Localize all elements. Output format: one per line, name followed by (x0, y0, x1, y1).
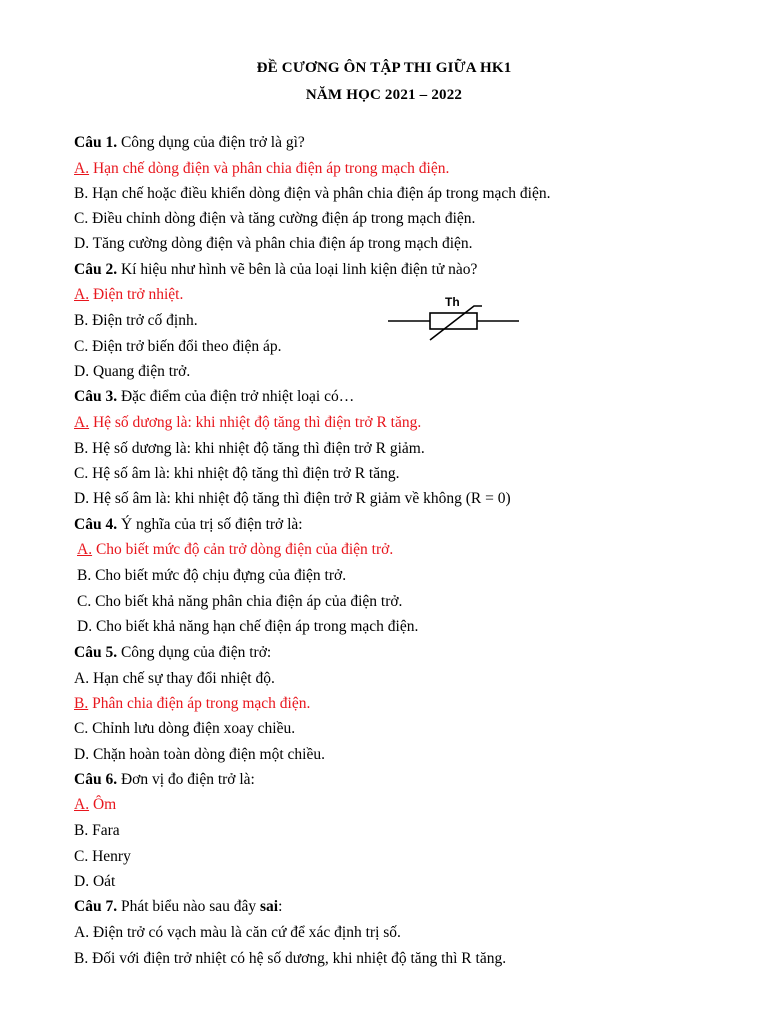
option-4a (77, 541, 393, 559)
document-title: ĐỀ CƯƠNG ÔN TẬP THI GIỮA HK1 (256, 60, 512, 76)
question-text: Ý nghĩa của trị số điện trở là: (117, 516, 303, 533)
option-2c (74, 338, 282, 356)
option-text: Điện trở có vạch màu là căn cứ để xác định trị số. (89, 924, 401, 941)
option-letter: C. (74, 465, 89, 482)
question-3 (74, 388, 354, 406)
option-letter: A. (74, 414, 90, 431)
option-letter: B. (74, 822, 89, 839)
option-letter: D. (74, 873, 90, 890)
option-5c (74, 720, 295, 738)
option-letter: B. (77, 567, 92, 584)
question-6 (74, 771, 255, 789)
question-2 (74, 261, 477, 279)
option-letter: A. (74, 924, 90, 941)
option-7a (74, 924, 401, 942)
option-text: Hệ số âm là: khi nhiệt độ tăng thì điện trở R giảm về không (R = 0) (89, 490, 511, 507)
option-6a (74, 796, 116, 814)
option-1c (74, 210, 475, 228)
option-text: Fara (88, 822, 120, 839)
option-6b (74, 822, 120, 840)
document-subtitle: NĂM HỌC 2021 – 2022 (305, 87, 463, 103)
question-text: Công dụng của điện trở là gì? (117, 134, 305, 151)
option-6c (74, 848, 131, 866)
option-text: Hệ số âm là: khi nhiệt độ tăng thì điện trở R tăng. (88, 465, 400, 482)
question-label: Câu 1. (74, 134, 118, 151)
question-label: Câu 2. (74, 261, 118, 278)
option-text: Chỉnh lưu dòng điện xoay chiều. (88, 720, 296, 737)
option-text: Chặn hoàn toàn dòng điện một chiều. (89, 746, 325, 763)
option-letter: D. (74, 746, 90, 763)
option-6d (74, 873, 115, 891)
option-letter: B. (74, 185, 89, 202)
option-3a (74, 414, 421, 432)
question-text: Phát biểu nào sau đây (117, 898, 260, 915)
option-letter: A. (74, 796, 90, 813)
option-letter: A. (74, 670, 90, 687)
question-label: Câu 5. (74, 644, 118, 661)
option-text: Oát (89, 873, 116, 890)
option-text: Điện trở nhiệt. (89, 286, 184, 303)
option-text: Henry (88, 848, 131, 865)
option-letter: A. (74, 160, 90, 177)
option-text: Tăng cường dòng điện và phân chia điện áp trong mạch điện. (89, 235, 473, 252)
question-text: Kí hiệu như hình vẽ bên là của loại linh kiện điện tử nào? (117, 261, 478, 278)
option-text: Điện trở cố định. (88, 312, 198, 329)
option-text: Hệ số dương là: khi nhiệt độ tăng thì điện trở R tăng. (89, 414, 422, 431)
option-letter: C. (74, 720, 89, 737)
option-1d (74, 235, 473, 253)
option-letter: C. (74, 848, 89, 865)
question-4 (74, 516, 303, 534)
question-label: Câu 4. (74, 516, 118, 533)
question-label: Câu 7. (74, 898, 118, 915)
option-letter: B. (74, 312, 89, 329)
question-text: Công dụng của điện trở: (117, 644, 272, 661)
option-4b (77, 567, 346, 585)
option-letter: C. (74, 210, 89, 227)
option-text: Đối với điện trở nhiệt có hệ số dương, khi nhiệt độ tăng thì R tăng. (88, 950, 507, 967)
option-text: Điều chỉnh dòng điện và tăng cường điện áp trong mạch điện. (88, 210, 476, 227)
option-letter: C. (74, 338, 89, 355)
option-text: Hạn chế dòng điện và phân chia điện áp trong mạch điện. (89, 160, 450, 177)
option-2a (74, 286, 183, 304)
option-5d (74, 746, 325, 764)
question-text: Đơn vị đo điện trở là: (117, 771, 255, 788)
option-2b (74, 312, 198, 330)
question-emphasis: sai (260, 898, 279, 915)
option-text: Hạn chế sự thay đổi nhiệt độ. (89, 670, 275, 687)
option-text: Cho biết mức độ cản trở dòng điện của điện trở. (92, 541, 394, 558)
option-3b (74, 440, 425, 458)
option-5b (74, 695, 310, 713)
option-text: Cho biết khả năng phân chia điện áp của điện trở. (91, 593, 403, 610)
option-letter: B. (74, 440, 89, 457)
option-letter: D. (77, 618, 93, 635)
option-1b (74, 185, 550, 203)
option-letter: A. (77, 541, 93, 558)
option-letter: D. (74, 363, 90, 380)
option-1a (74, 160, 449, 178)
option-text: Hệ số dương là: khi nhiệt độ tăng thì điện trở R giảm. (88, 440, 425, 457)
option-text: Điện trở biến đổi theo điện áp. (88, 338, 282, 355)
option-text: Ôm (89, 796, 117, 813)
option-letter: B. (74, 950, 89, 967)
option-4d (77, 618, 418, 636)
question-1 (74, 134, 305, 152)
option-text: Hạn chế hoặc điều khiển dòng điện và phân chia điện áp trong mạch điện. (88, 185, 551, 202)
option-letter: C. (77, 593, 92, 610)
option-text: Phân chia điện áp trong mạch điện. (88, 695, 311, 712)
option-3d (74, 490, 511, 508)
question-text: Đặc điểm của điện trở nhiệt loại có… (117, 388, 355, 405)
option-text: Cho biết mức độ chịu đựng của điện trở. (91, 567, 347, 584)
question-7 (74, 898, 282, 916)
option-letter: D. (74, 235, 90, 252)
option-4c (77, 593, 402, 611)
option-5a (74, 670, 275, 688)
option-text: Quang điện trở. (89, 363, 191, 380)
option-letter: D. (74, 490, 90, 507)
option-7b (74, 950, 506, 968)
question-label: Câu 3. (74, 388, 118, 405)
thermistor-symbol-icon (386, 290, 522, 344)
question-label: Câu 6. (74, 771, 118, 788)
question-text-end: : (278, 898, 283, 915)
option-3c (74, 465, 399, 483)
thermistor-label: Th (445, 295, 460, 309)
option-letter: A. (74, 286, 90, 303)
option-text: Cho biết khả năng hạn chế điện áp trong mạch điện. (92, 618, 419, 635)
question-5 (74, 644, 271, 662)
option-2d (74, 363, 190, 381)
option-letter: B. (74, 695, 89, 712)
